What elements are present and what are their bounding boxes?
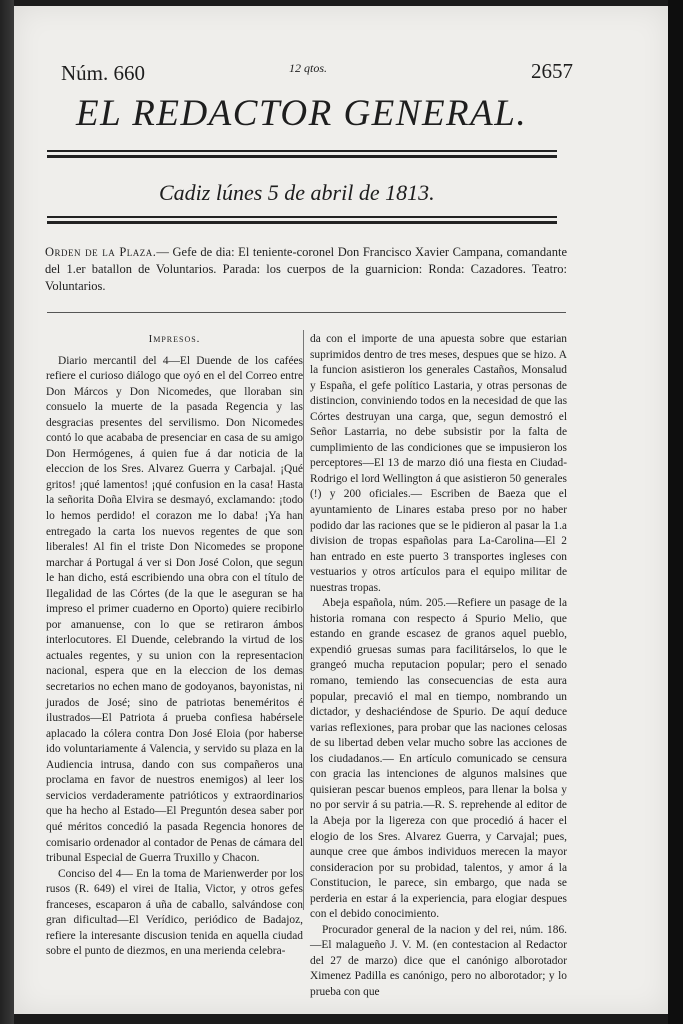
column-divider [303, 330, 304, 910]
dateline-rule-top [47, 216, 557, 218]
section-rule [47, 312, 566, 313]
article-conciso-continued: da con el importe de una apuesta sobre que estarian suprimidos dentro de tres meses, despues que se hizo. A la funcion asistieron los generales Castaños, Monsalud y España, el gefe político Lastaria, y otras personas de distincion, conviniendo todos en la necesidad de que las Córtes destruyan una carga, que, segun demostró el Señor Lastarria, no debe subsistir por la falta de cumplimiento de las condiciones que se impusieron los perceptores—El 13 de marzo dió una fiesta en Ciudad-Rodrigo el lord Wellington á que asistieron 50 generales (!) y 200 oficiales.— Escriben de Baeza que el ayuntamiento de Linares estaba preso por no haber podido dar las raciones que se le pidieron al pasar la 1.a division de tropas españolas para La-Carolina—El 2 han entrado en este puerto 3 transportes ingleses con vestuarios y otros artículos para el equipo militar de nuestras tropas. [310, 333, 567, 594]
article-procurador-general: Procurador general de la nacion y del rei, núm. 186.—El malagueño J. V. M. (en contestacion al Redactor del 27 de marzo) dice que el canónigo alborotador Ximenez Padilla es canónigo, pero no alborotador; y lo prueba con que [310, 923, 567, 998]
title-rule-bottom [47, 155, 557, 158]
dateline: Cadiz lúnes 5 de abril de 1813. [159, 180, 435, 205]
article-abeja-espanola: Abeja española, núm. 205.—Refiere un pasage de la historia romana con respecto á Spurio Melio, que estando en grande escasez de granos aquel pueblo, expendió gruesas sumas para facilitárselos, lo que le grangeó mucha reputacion popular; pero el senado romano, temiendo las consecuencias de esta aura popular, precavió el mal en tiempo, nombrando un dictador, y deshaciéndose de Spurio. De aquí deduce varias reflexiones, para probar que las naciones celosas de su libertad deben velar mucho sobre las acciones de los ciudadanos.— En artículo comunicado se censura con gracia las intenciones de algunos malsines que quisieran pescar buenos empleos, para llenar la bolsa y no por servir á su patria.—R. S. reprehende al editor de la Abeja por la ligereza con que procedió á hacer el elogio de los Sres. Alvarez Guerra, y Carvajal; pues, aunque cree que ámbos individuos merecen la mayor consideracion por su probidad, talentos, y amor á la Constitucion, le parece, sin embargo, que nada se perderia en estar á la experiencia, para elogiar despues con el debido conocimiento. [310, 597, 567, 921]
section-title-impresos: Impresos. [148, 333, 201, 345]
article-conciso: Conciso del 4— En la toma de Marienwerder por los rusos (R. 649) el virei de Italia, Victor, y otros gefes franceses, escaparon á uña de caballo, salvándose con gran dificultad—El Verídico, periódico de Badajoz, refiere la interesante discusion tenida en aquella ciudad sobre el punto de diezmos, en una merienda celebra- [46, 867, 303, 958]
page-edge [668, 0, 683, 1024]
newspaper-title: EL REDACTOR GENERAL. [76, 93, 528, 134]
binding-edge [0, 0, 14, 1024]
dateline-rule-bottom [47, 221, 557, 224]
orders-text: — Gefe de dia: El teniente-coronel Don Francisco Xavier Campana, comandante del 1.er batallon de Voluntarios. Parada: los cuerpos de la guarnicion: Ronda: Cazadores. Teatro: Voluntarios. [45, 245, 567, 293]
issue-number: Núm. 660 [61, 61, 145, 85]
title-rule-top [47, 150, 557, 152]
article-diario-mercantil: Diario mercantil del 4—El Duende de los cafées refiere el curioso diálogo que oyó en el del Correo entre Don Márcos y Don Nicomedes, que lloraban sin consuelo la muerte de la pasada Regencia y las desgracias presentes del servilismo. Don Nicomedes contó lo que acababa de presenciar en casa de su amigo Don Hermógenes, á quien fue á dar noticia de la eleccion de los Sres. Alvarez Guerra y Carbajal. ¡Qué gritos! ¡qué lamentos! ¡qué confusion en la casa! Hasta la señorita Doña Elvira se desmayó, exclamando: ¡todo lo hemos perdido! el corazon me lo daba! ¡Ya han entregado la carta los nuevos regentes de que son liberales! Al fin el triste Don Nicomedes se propone marchar á Portugal á ver si Don José Colon, que segun le han dicho, está escribiendo una obra con el título de Ilegalidad de las Córtes (de la que le aseguran se ha impreso el primer cuaderno en Oporto) quiere recibirlo por amanuense, con lo que se retiraron ámbos interlocutores. El Duende, celebrando la virtud de los actuales regentes, y su union con la representacion nacional, espera que en la eleccion de los demas secretarios no echen mano de godoyanos, bayonistas, ni jurados de José; sino de patriotas beneméritos é ilustrados—El Patriota á prueba confiesa habérsele aplacado la cólera contra Don José Eloia (por haberse ido voluntariamente á Valencia, y servido su plaza en la Audiencia intrusa, dando con sus compañeros una proclama en favor de nuestros enemigos) al leer los servicios verdaderamente patrióticos y extraordinarios que ha hecho al Estado—El Preguntón desea saber por qué méritos concedió la pasada Regencia honores de comisario ordenador al contador de Penas de cámara del tribunal Especial de Guerra Truxillo y Chacon. [46, 354, 303, 865]
orders-label: Orden de la Plaza. [45, 245, 157, 259]
page-number: 2657 [531, 59, 573, 83]
column-left [46, 332, 303, 960]
garrison-orders [45, 244, 567, 295]
column-right [310, 332, 567, 1001]
quarter-mark: 12 qtos. [289, 61, 328, 75]
